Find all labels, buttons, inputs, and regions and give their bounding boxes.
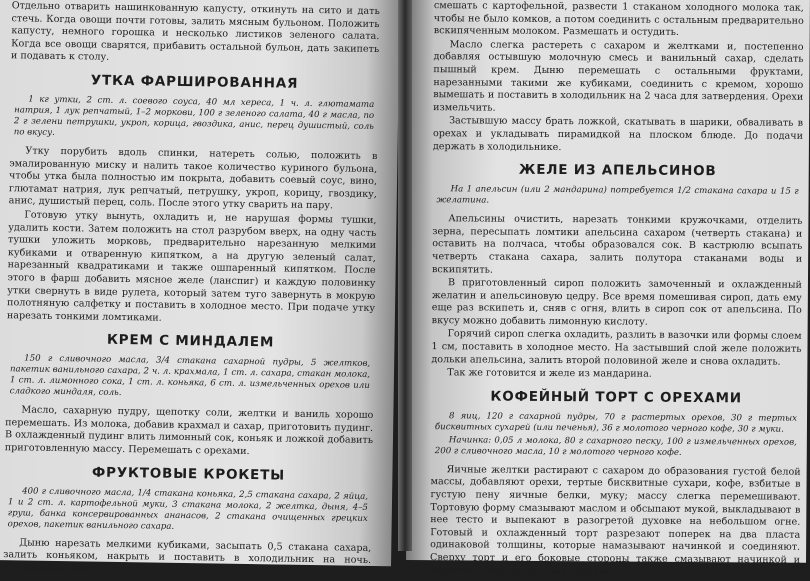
jelly-paragraph-4: Так же готовится и желе из мандарина. — [447, 367, 652, 380]
recipe-title-fruit-croquettes: ФРУКТОВЫЕ КРОКЕТЫ — [91, 464, 286, 484]
duck-paragraph-2: Готовую утку вынуть, охладить и, не нарушая формы тушки, удалить кости. Затем положить на стол разрубом вверх, на одну часть тушки уложить морковь, предварительно нарезанную мелкими кубиками и отваренную кипятком, а на другую зеленый салат, нарезанный квадратиками и также ошпаренный кипятком. После этого в фарш добавить мясное желе (ланспиг) и каждую половинку утки свернуть в виде рулета, который затем туго завернуть в мокрую полотняную салфетку и поставить в холодное место. При подаче утку нарезать тонкими ломтиками. — [6, 209, 377, 324]
ingredients-almond-cream: 150 г сливочного масла, 3/4 стакана сахарной пудры, 5 желтков, пакетик ванильного сахара, 2 ч. л. крахмала, 1 ст. л. сахара, стакан молока, 1 ст. л. лимонного сока, 1 ст. л. коньяка, 6 ст. л. измельченных орехов или сладкого миндаля, соль. — [9, 353, 371, 399]
ingredients-coffee-cake: 8 яиц, 120 г сахарной пудры, 70 г растертых орехов, 30 г тертых бисквитных сухарей (или печенья), 36 г молотого черного кофе, 30 г муки. — [434, 411, 798, 435]
duck-paragraph-1: Утку порубить вдоль спинки, натереть солью, положить в эмалированную миску и налить такое количество куриного бульона, чтобы утка была полностью им покрыта, добавить соевый соус, вино, глютамат натрия, лук репчатый, петрушку, укроп, корицу, гвоздику, анис, душистый перец, соль. После этого утку сварить на пару. — [8, 145, 378, 212]
croquettes-paragraph: Дыню нарезать мелкими кубиками, засыпать 0,5 стакана сахара, залить коньяком, накрыть и поставить в холодильник на ночь. Пшеничную муку — [2, 537, 372, 575]
ingredients-fruit-croquettes: 400 г сливочного масла, 1/4 стакана коньяка, 2,5 стакана сахара, 2 яйца, 1 и 2 ст. л. картофельной муки, 3 стакана молока, 2 желтка, дыня, 4–5 груш, банка консервированных ананасов, 2 стакана очищенных грецких орехов, пакетик ванильного сахара. — [7, 486, 369, 532]
filling-coffee-cake: Начинка: 0,05 л молока, 80 г сахарного песку, 100 г измельченных орехов, 200 г сливочного масла, 10 г молотого черного кофе. — [434, 435, 797, 458]
jelly-paragraph-2: В приготовленный сироп положить замоченный и охлажденный желатин и апельсиновую цедру. Все время помешивая сироп, дать ему еще раз вскипеть и, сняв с огня, влить в сироп сок от апельсина. По вкусу можно добавить лимонную кислоту. — [431, 277, 802, 328]
coffee-cake-paragraph: Яичные желтки растирают с сахаром до образования густой белой массы, добавляют орехи, тертые бисквитные сухари, кофе, взбитые в густую пену яичные белки, муку; массу слегка перемешивают. Тортовую форму смазывают маслом и обсыпают мукой, выкладывают в нее тесто и выпекают в разогретой духовке на небольшом огне. Готовый и охлажденный торт разрезают поперек на два пласта одинаковой толщины, которые намазывают начинкой и соединяют. Сверху торт и его боковые стороны также смазывают начинкой и украшают измельченными орехами. — [429, 464, 801, 578]
jelly-paragraph-3: Горячий сироп слегка охладить, разлить в вазочки или формы слоем 1 см, поставить в холодное место. На застывший слой желе положить дольки апельсина, залить второй половиной желе и снова охладить. — [431, 328, 802, 368]
croquettes-continued-1: смешать с картофельной, развести 1 стаканом холодного молока так, чтобы не было комков, а потом соединить с остальным предварительно вскипяченным молоком. Размешать и остудить. — [433, 0, 804, 39]
recipe-title-coffee-cake: КОФЕЙНЫЙ ТОРТ С ОРЕХАМИ — [490, 388, 742, 407]
recipe-title-duck: УТКА ФАРШИРОВАННАЯ — [90, 72, 299, 92]
almond-cream-paragraph: Масло, сахарную пудру, щепотку соли, желтки и ваниль хорошо перемешать. Из молока, добавив крахмал и сахар, приготовить пудинг. В охлажденный пудинг влить лимонный сок, коньяк и ложкой добавить приготовленную массу. Перемешать с орехами. — [4, 404, 374, 458]
croquettes-continued-2: Масло слегка растереть с сахаром и желтками и, постепенно добавляя остывшую молочную смесь и ванильный сахар, сделать пышный крем. Дыню перемешать с остальными фруктами, нарезанными такими же кубиками, соединить с кремом, хорошо вымешать и поставить в холодильник на 2 часа для затвердения. Орехи измельчить. — [433, 39, 804, 114]
recipe-title-orange-jelly: ЖЕЛЕ ИЗ АПЕЛЬСИНОВ — [518, 161, 717, 180]
book-gutter — [398, 0, 412, 551]
right-page — [406, 0, 810, 578]
intro-paragraph: Отдельно отварить нашинкованную капусту, откинуть на сито и дать стечь. Когда овощи почти готовы, залить мясным бульоном. Положить капусту, немного горошка и несколько листиков зеленого салата. Когда все овощи сварятся, прибавить остальной бульон, дать закипеть и подавать к столу. — [10, 0, 380, 64]
recipe-title-almond-cream: КРЕМ С МИНДАЛЕМ — [106, 332, 275, 351]
ingredients-orange-jelly: На 1 апельсин (или 2 мандарина) потребуется 1/2 стакана сахара и 15 г желатина. — [436, 184, 799, 206]
croquettes-continued-3: Застывшую массу брать ложкой, скатывать в шарики, обваливать в орехах и укладывать пирамидкой на плоском блюде. До подачи держать в холодильнике. — [432, 115, 804, 153]
jelly-paragraph-1: Апельсины очистить, нарезать тонкими кружочками, отделить зерна, пересыпать ломтики апельсина сахаром (четверть стакана) и оставить на полчаса, чтобы образовался сок. В кастрюлю всыпать четверть стакана сахара, залить полутора стаканами воды и вскипятить. — [432, 213, 803, 276]
ingredients-duck: 1 кг утки, 2 ст. л. соевого соуса, 40 мл хереса, 1 ч. л. глютамата натрия, 1 лук репчатый, 1–2 моркови, 100 г зеленого салата, 40 г масла, по 2 г зелени петрушки, укроп, корица, гвоздика, анис, перец душистый, соль по вкусу. — [13, 94, 375, 138]
left-page — [0, 0, 400, 575]
